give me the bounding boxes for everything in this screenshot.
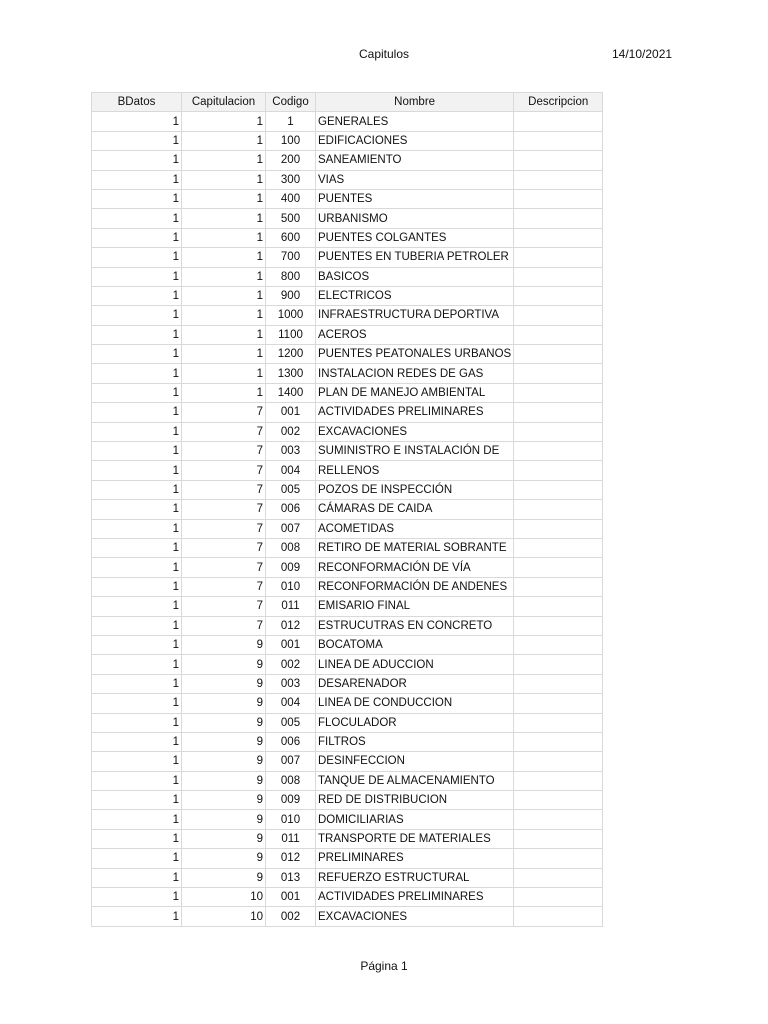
descripcion-cell (514, 810, 603, 829)
capitulacion-cell: 9 (182, 674, 266, 693)
bdatos-cell: 1 (92, 674, 182, 693)
codigo-cell: 001 (266, 888, 316, 907)
bdatos-cell: 1 (92, 131, 182, 150)
codigo-cell: 800 (266, 267, 316, 286)
table-row (92, 170, 603, 189)
capitulacion-cell: 1 (182, 383, 266, 402)
capitulacion-cell: 1 (182, 364, 266, 383)
capitulacion-cell: 1 (182, 345, 266, 364)
nombre-cell: RED DE DISTRIBUCION (316, 791, 514, 810)
capitulacion-cell: 9 (182, 752, 266, 771)
codigo-cell: 500 (266, 209, 316, 228)
descripcion-cell (514, 364, 603, 383)
descripcion-cell (514, 577, 603, 596)
bdatos-cell: 1 (92, 209, 182, 228)
table-header-row (92, 93, 603, 112)
capitulacion-cell: 1 (182, 189, 266, 208)
capitulacion-cell: 9 (182, 635, 266, 654)
bdatos-cell: 1 (92, 577, 182, 596)
nombre-cell: REFUERZO ESTRUCTURAL (316, 868, 514, 887)
nombre-cell: RETIRO DE MATERIAL SOBRANTE (316, 538, 514, 557)
table-row (92, 151, 603, 170)
nombre-cell: ACEROS (316, 325, 514, 344)
codigo-cell: 1300 (266, 364, 316, 383)
codigo-cell: 006 (266, 732, 316, 751)
column-header-capitulacion: Capitulacion (182, 93, 266, 112)
bdatos-cell: 1 (92, 306, 182, 325)
nombre-cell: URBANISMO (316, 209, 514, 228)
capitulacion-cell: 9 (182, 829, 266, 848)
bdatos-cell: 1 (92, 868, 182, 887)
capitulacion-cell: 10 (182, 907, 266, 926)
codigo-cell: 002 (266, 907, 316, 926)
bdatos-cell: 1 (92, 752, 182, 771)
nombre-cell: LINEA DE ADUCCION (316, 655, 514, 674)
codigo-cell: 001 (266, 403, 316, 422)
nombre-cell: EMISARIO FINAL (316, 597, 514, 616)
codigo-cell: 011 (266, 597, 316, 616)
bdatos-cell: 1 (92, 364, 182, 383)
bdatos-cell: 1 (92, 151, 182, 170)
capitulacion-cell: 9 (182, 694, 266, 713)
descripcion-cell (514, 674, 603, 693)
table-row (92, 635, 603, 654)
capitulacion-cell: 7 (182, 519, 266, 538)
descripcion-cell (514, 635, 603, 654)
table-row (92, 500, 603, 519)
codigo-cell: 012 (266, 849, 316, 868)
capitulacion-cell: 7 (182, 480, 266, 499)
nombre-cell: FILTROS (316, 732, 514, 751)
table-row (92, 286, 603, 305)
nombre-cell: ACTIVIDADES PRELIMINARES (316, 888, 514, 907)
descripcion-cell (514, 461, 603, 480)
table-row (92, 616, 603, 635)
codigo-cell: 009 (266, 791, 316, 810)
bdatos-cell: 1 (92, 248, 182, 267)
capitulacion-cell: 1 (182, 112, 266, 131)
codigo-cell: 1400 (266, 383, 316, 402)
bdatos-cell: 1 (92, 635, 182, 654)
table-row (92, 189, 603, 208)
codigo-cell: 006 (266, 500, 316, 519)
bdatos-cell: 1 (92, 461, 182, 480)
bdatos-cell: 1 (92, 422, 182, 441)
nombre-cell: ACOMETIDAS (316, 519, 514, 538)
nombre-cell: EDIFICACIONES (316, 131, 514, 150)
bdatos-cell: 1 (92, 829, 182, 848)
nombre-cell: PUENTES (316, 189, 514, 208)
capitulacion-cell: 9 (182, 849, 266, 868)
bdatos-cell: 1 (92, 480, 182, 499)
codigo-cell: 004 (266, 461, 316, 480)
nombre-cell: RECONFORMACIÓN DE ANDENES (316, 577, 514, 596)
codigo-cell: 100 (266, 131, 316, 150)
descripcion-cell (514, 538, 603, 557)
codigo-cell: 1200 (266, 345, 316, 364)
descripcion-cell (514, 694, 603, 713)
bdatos-cell: 1 (92, 442, 182, 461)
table-row (92, 732, 603, 751)
nombre-cell: BASICOS (316, 267, 514, 286)
nombre-cell: SUMINISTRO E INSTALACIÓN DE (316, 442, 514, 461)
capitulacion-cell: 9 (182, 868, 266, 887)
bdatos-cell: 1 (92, 771, 182, 790)
bdatos-cell: 1 (92, 713, 182, 732)
codigo-cell: 700 (266, 248, 316, 267)
capitulacion-cell: 9 (182, 791, 266, 810)
capitulacion-cell: 7 (182, 461, 266, 480)
bdatos-cell: 1 (92, 500, 182, 519)
descripcion-cell (514, 151, 603, 170)
capitulacion-cell: 1 (182, 151, 266, 170)
capitulacion-cell: 1 (182, 248, 266, 267)
capitulacion-cell: 9 (182, 713, 266, 732)
capitulacion-cell: 7 (182, 616, 266, 635)
bdatos-cell: 1 (92, 849, 182, 868)
codigo-cell: 400 (266, 189, 316, 208)
bdatos-cell: 1 (92, 655, 182, 674)
codigo-cell: 010 (266, 810, 316, 829)
column-header-bdatos: BDatos (92, 93, 182, 112)
bdatos-cell: 1 (92, 383, 182, 402)
bdatos-cell: 1 (92, 597, 182, 616)
table-row (92, 345, 603, 364)
capitulos-table (91, 92, 603, 927)
nombre-cell: FLOCULADOR (316, 713, 514, 732)
codigo-cell: 001 (266, 635, 316, 654)
bdatos-cell: 1 (92, 694, 182, 713)
table-row (92, 228, 603, 247)
table-body (92, 112, 603, 926)
codigo-cell: 002 (266, 655, 316, 674)
nombre-cell: ELECTRICOS (316, 286, 514, 305)
descripcion-cell (514, 112, 603, 131)
table-row (92, 519, 603, 538)
nombre-cell: DOMICILIARIAS (316, 810, 514, 829)
nombre-cell: POZOS DE INSPECCIÓN (316, 480, 514, 499)
nombre-cell: RECONFORMACIÓN DE VÍA (316, 558, 514, 577)
nombre-cell: PLAN DE MANEJO AMBIENTAL (316, 383, 514, 402)
bdatos-cell: 1 (92, 112, 182, 131)
descripcion-cell (514, 209, 603, 228)
capitulacion-cell: 7 (182, 442, 266, 461)
descripcion-cell (514, 170, 603, 189)
capitulacion-cell: 1 (182, 306, 266, 325)
bdatos-cell: 1 (92, 286, 182, 305)
table-row (92, 597, 603, 616)
table-row (92, 306, 603, 325)
descripcion-cell (514, 752, 603, 771)
descripcion-cell (514, 248, 603, 267)
nombre-cell: LINEA DE CONDUCCION (316, 694, 514, 713)
descripcion-cell (514, 383, 603, 402)
table-row (92, 674, 603, 693)
descripcion-cell (514, 616, 603, 635)
bdatos-cell: 1 (92, 170, 182, 189)
descripcion-cell (514, 597, 603, 616)
bdatos-cell: 1 (92, 345, 182, 364)
codigo-cell: 013 (266, 868, 316, 887)
table-row (92, 383, 603, 402)
table-row (92, 577, 603, 596)
report-date: 14/10/2021 (612, 47, 673, 61)
bdatos-cell: 1 (92, 810, 182, 829)
codigo-cell: 010 (266, 577, 316, 596)
capitulacion-cell: 9 (182, 655, 266, 674)
descripcion-cell (514, 558, 603, 577)
capitulacion-cell: 10 (182, 888, 266, 907)
table-row (92, 442, 603, 461)
table-row (92, 655, 603, 674)
bdatos-cell: 1 (92, 888, 182, 907)
capitulacion-cell: 7 (182, 538, 266, 557)
nombre-cell: VIAS (316, 170, 514, 189)
descripcion-cell (514, 286, 603, 305)
table-row (92, 325, 603, 344)
bdatos-cell: 1 (92, 228, 182, 247)
page-number: Página 1 (360, 959, 408, 973)
descripcion-cell (514, 500, 603, 519)
descripcion-cell (514, 480, 603, 499)
table-row (92, 810, 603, 829)
nombre-cell: INSTALACION REDES DE GAS (316, 364, 514, 383)
capitulacion-cell: 7 (182, 500, 266, 519)
table-row (92, 538, 603, 557)
capitulacion-cell: 7 (182, 597, 266, 616)
nombre-cell: GENERALES (316, 112, 514, 131)
capitulacion-cell: 7 (182, 422, 266, 441)
table-row (92, 713, 603, 732)
nombre-cell: PUENTES PEATONALES URBANOS (316, 345, 514, 364)
capitulacion-cell: 1 (182, 228, 266, 247)
table-row (92, 422, 603, 441)
descripcion-cell (514, 189, 603, 208)
descripcion-cell (514, 713, 603, 732)
bdatos-cell: 1 (92, 907, 182, 926)
table-row (92, 752, 603, 771)
bdatos-cell: 1 (92, 732, 182, 751)
descripcion-cell (514, 849, 603, 868)
nombre-cell: INFRAESTRUCTURA DEPORTIVA (316, 306, 514, 325)
descripcion-cell (514, 519, 603, 538)
capitulacion-cell: 9 (182, 732, 266, 751)
descripcion-cell (514, 732, 603, 751)
capitulacion-cell: 9 (182, 810, 266, 829)
bdatos-cell: 1 (92, 558, 182, 577)
table-row (92, 868, 603, 887)
table-row (92, 791, 603, 810)
descripcion-cell (514, 771, 603, 790)
nombre-cell: PRELIMINARES (316, 849, 514, 868)
codigo-cell: 003 (266, 442, 316, 461)
descripcion-cell (514, 868, 603, 887)
codigo-cell: 005 (266, 713, 316, 732)
nombre-cell: TANQUE DE ALMACENAMIENTO (316, 771, 514, 790)
bdatos-cell: 1 (92, 519, 182, 538)
capitulacion-cell: 1 (182, 131, 266, 150)
codigo-cell: 600 (266, 228, 316, 247)
capitulacion-cell: 1 (182, 209, 266, 228)
nombre-cell: EXCAVACIONES (316, 907, 514, 926)
capitulacion-cell: 7 (182, 577, 266, 596)
table-row (92, 461, 603, 480)
bdatos-cell: 1 (92, 403, 182, 422)
descripcion-cell (514, 791, 603, 810)
bdatos-cell: 1 (92, 616, 182, 635)
table-row (92, 558, 603, 577)
capitulacion-cell: 1 (182, 170, 266, 189)
nombre-cell: SANEAMIENTO (316, 151, 514, 170)
codigo-cell: 012 (266, 616, 316, 635)
descripcion-cell (514, 345, 603, 364)
descripcion-cell (514, 422, 603, 441)
descripcion-cell (514, 829, 603, 848)
bdatos-cell: 1 (92, 189, 182, 208)
descripcion-cell (514, 888, 603, 907)
column-header-codigo: Codigo (266, 93, 316, 112)
bdatos-cell: 1 (92, 538, 182, 557)
nombre-cell: DESINFECCION (316, 752, 514, 771)
codigo-cell: 011 (266, 829, 316, 848)
descripcion-cell (514, 403, 603, 422)
codigo-cell: 005 (266, 480, 316, 499)
capitulacion-cell: 1 (182, 267, 266, 286)
bdatos-cell: 1 (92, 325, 182, 344)
descripcion-cell (514, 267, 603, 286)
capitulacion-cell: 9 (182, 771, 266, 790)
table-row (92, 849, 603, 868)
table-row (92, 112, 603, 131)
codigo-cell: 1 (266, 112, 316, 131)
descripcion-cell (514, 228, 603, 247)
codigo-cell: 003 (266, 674, 316, 693)
nombre-cell: RELLENOS (316, 461, 514, 480)
descripcion-cell (514, 131, 603, 150)
codigo-cell: 008 (266, 771, 316, 790)
descripcion-cell (514, 655, 603, 674)
column-header-descripcion: Descripcion (514, 93, 603, 112)
table-row (92, 888, 603, 907)
table-row (92, 209, 603, 228)
nombre-cell: ESTRUCUTRAS EN CONCRETO (316, 616, 514, 635)
table-row (92, 907, 603, 926)
codigo-cell: 200 (266, 151, 316, 170)
codigo-cell: 1000 (266, 306, 316, 325)
codigo-cell: 1100 (266, 325, 316, 344)
descripcion-cell (514, 907, 603, 926)
descripcion-cell (514, 325, 603, 344)
codigo-cell: 002 (266, 422, 316, 441)
nombre-cell: BOCATOMA (316, 635, 514, 654)
table-row (92, 403, 603, 422)
codigo-cell: 300 (266, 170, 316, 189)
page-title: Capitulos (358, 47, 410, 61)
table-row (92, 131, 603, 150)
codigo-cell: 007 (266, 752, 316, 771)
table-row (92, 480, 603, 499)
capitulacion-cell: 1 (182, 325, 266, 344)
descripcion-cell (514, 442, 603, 461)
nombre-cell: TRANSPORTE DE MATERIALES (316, 829, 514, 848)
table-row (92, 267, 603, 286)
capitulacion-cell: 7 (182, 558, 266, 577)
nombre-cell: PUENTES EN TUBERIA PETROLER (316, 248, 514, 267)
codigo-cell: 007 (266, 519, 316, 538)
capitulacion-cell: 1 (182, 286, 266, 305)
bdatos-cell: 1 (92, 267, 182, 286)
nombre-cell: DESARENADOR (316, 674, 514, 693)
capitulacion-cell: 7 (182, 403, 266, 422)
nombre-cell: CÁMARAS DE CAIDA (316, 500, 514, 519)
codigo-cell: 900 (266, 286, 316, 305)
nombre-cell: PUENTES COLGANTES (316, 228, 514, 247)
codigo-cell: 004 (266, 694, 316, 713)
table-row (92, 694, 603, 713)
table-row (92, 248, 603, 267)
nombre-cell: EXCAVACIONES (316, 422, 514, 441)
bdatos-cell: 1 (92, 791, 182, 810)
codigo-cell: 008 (266, 538, 316, 557)
table-row (92, 771, 603, 790)
table-row (92, 829, 603, 848)
nombre-cell: ACTIVIDADES PRELIMINARES (316, 403, 514, 422)
column-header-nombre: Nombre (316, 93, 514, 112)
table-row (92, 364, 603, 383)
codigo-cell: 009 (266, 558, 316, 577)
descripcion-cell (514, 306, 603, 325)
